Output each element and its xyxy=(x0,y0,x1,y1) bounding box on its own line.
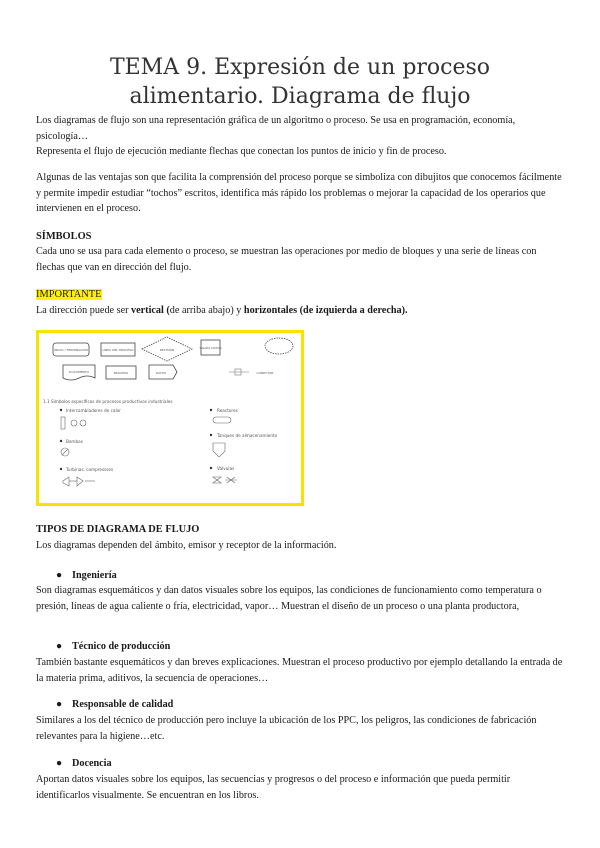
types-paragraph xyxy=(36,538,564,554)
turbine-icon xyxy=(63,477,95,486)
teaching-text: Aportan datos visuales sobre los equipos, las secuencias y progresos o del proceso e información que pueda permitir identificarlos visualmente. Se encuentran en los libros. xyxy=(36,774,511,801)
connector-symbol xyxy=(229,369,273,375)
process-symbol xyxy=(106,366,136,379)
direction-text-a: La dirección puede ser xyxy=(36,305,132,316)
teaching-title: Docencia xyxy=(72,758,112,769)
terminator-label: INICIO / TERMINACIÓN xyxy=(54,348,88,352)
bullet-dot: ● xyxy=(56,641,63,652)
document-symbol xyxy=(63,365,95,380)
list-bullet xyxy=(210,467,212,469)
direction-bold-horizontal: horizontales (de izquierda a derecha). xyxy=(243,305,408,316)
page-title: TEMA 9. Expresión de un proceso alimentario. Diagrama de flujo xyxy=(109,54,491,109)
connector-label: CONECTOR xyxy=(256,371,274,375)
document-label: DOCUMENTO xyxy=(69,370,89,374)
symbols-text: Cada uno se usa para cada elemento o proceso, se muestran las operaciones por medio de bloques y una serie de líneas con flechas que van en dirección del flujo. xyxy=(36,246,537,273)
valve-icon xyxy=(213,477,237,483)
intro-paragraph-1: Los diagramas de flujo son una representación gráfica de un algoritmo o proceso. Se usa en programación, economía, psicología… xyxy=(36,115,516,142)
quality-manager-text: Similares a los del técnico de producción pero incluye la ubicación de los PPC, los peligros, las condiciones de fabricación relevantes para la higiene…etc. xyxy=(36,715,537,742)
heat-exchangers-label: Intercambiadores de calor xyxy=(66,408,121,413)
bullet-dot: ● xyxy=(56,699,63,710)
pump-icon xyxy=(61,448,69,456)
types-text: Los diagramas dependen del ámbito, emisor y receptor de la información. xyxy=(36,540,337,551)
terminator-symbol xyxy=(53,343,89,356)
list-bullet xyxy=(210,434,212,436)
data-output-label: SALIDA DATOS xyxy=(199,346,222,350)
types-heading: TIPOS DE DIAGRAMA DE FLUJO xyxy=(36,524,200,535)
decision-label: DECISIÓN xyxy=(159,348,175,352)
data-output-symbol xyxy=(199,340,221,355)
bullet-teaching xyxy=(56,758,112,769)
decision-symbol xyxy=(142,337,192,361)
important-label xyxy=(36,289,102,300)
direction-bold-vertical: vertical ( xyxy=(131,305,170,316)
tank-icon xyxy=(213,443,225,457)
bullet-dot: ● xyxy=(56,758,63,769)
bullet-quality-manager xyxy=(56,699,173,710)
symbols-figure-drawing xyxy=(39,333,301,503)
engineering-title: Ingeniería xyxy=(72,570,117,581)
symbols-figure xyxy=(36,330,304,506)
reactor-icon xyxy=(213,417,231,423)
engineering-text: Son diagramas esquemáticos y dan datos visuales sobre los equipos, las condiciones de funcionamiento como temperatura o presión, líneas de agua caliente o fría, electricidad, vapor… Muestran el diseño de un proceso o una planta productora, xyxy=(36,585,542,612)
important-highlight: IMPORTANTE xyxy=(36,289,102,300)
direction-paragraph xyxy=(36,303,564,319)
process-line-label: LÍNEA DEL PROCESO xyxy=(102,348,134,352)
circle-symbol xyxy=(265,338,293,354)
storage-tanks-label: Tanques de almacenamiento xyxy=(217,433,278,438)
list-bullet xyxy=(60,440,62,442)
process-label: PROCESO xyxy=(113,371,129,375)
reactors-label: Reactores xyxy=(217,408,238,413)
heat-exchanger-icon xyxy=(61,417,86,429)
bullet-production-technician xyxy=(56,641,170,652)
quality-manager-title: Responsable de calidad xyxy=(72,699,174,710)
data-symbol xyxy=(149,365,177,379)
bullet-engineering xyxy=(56,570,117,581)
teaching-paragraph xyxy=(36,772,564,803)
list-bullet xyxy=(210,409,212,411)
engineering-paragraph xyxy=(36,583,564,614)
symbols-heading: SÍMBOLOS xyxy=(36,231,92,242)
list-bullet xyxy=(60,468,62,470)
production-technician-title: Técnico de producción xyxy=(72,641,171,652)
process-line-symbol xyxy=(101,343,135,356)
data-label: DATOS xyxy=(155,371,167,375)
pumps-label: Bombas xyxy=(66,439,83,444)
intro-paragraph-2: Representa el flujo de ejecución mediante flechas que conectan los puntos de inicio y fin de proceso. xyxy=(36,146,447,158)
symbols-paragraph xyxy=(36,244,564,275)
intro-block xyxy=(36,113,564,160)
bullet-dot: ● xyxy=(56,570,63,581)
figure-subtitle: 1.1 Símbolos específicos de procesos productivos industriales xyxy=(43,399,173,404)
production-technician-text: También bastante esquemáticos y dan breves explicaciones. Muestran el proceso productivo por ejemplo detallando la entrada de la materia prima, aditivos, la secuencia de operaciones… xyxy=(36,657,563,684)
advantages-paragraph xyxy=(36,170,564,217)
valves-label: Válvulas xyxy=(217,466,235,471)
list-bullet xyxy=(60,409,62,411)
turbines-label: Turbinas, compresores xyxy=(66,467,114,472)
direction-text-b: de arriba abajo) y xyxy=(169,305,244,316)
quality-manager-paragraph xyxy=(36,713,564,744)
advantages-text: Algunas de las ventajas son que facilita la comprensión del proceso porque se simboliza con dibujitos que conocemos fácilmente y permite impedir estudiar “tochos” escritos, identifica más rápido los problemas o mejorar la capacidad de los operarios que intervienen en el proceso. xyxy=(36,172,562,215)
production-technician-paragraph xyxy=(36,655,564,686)
